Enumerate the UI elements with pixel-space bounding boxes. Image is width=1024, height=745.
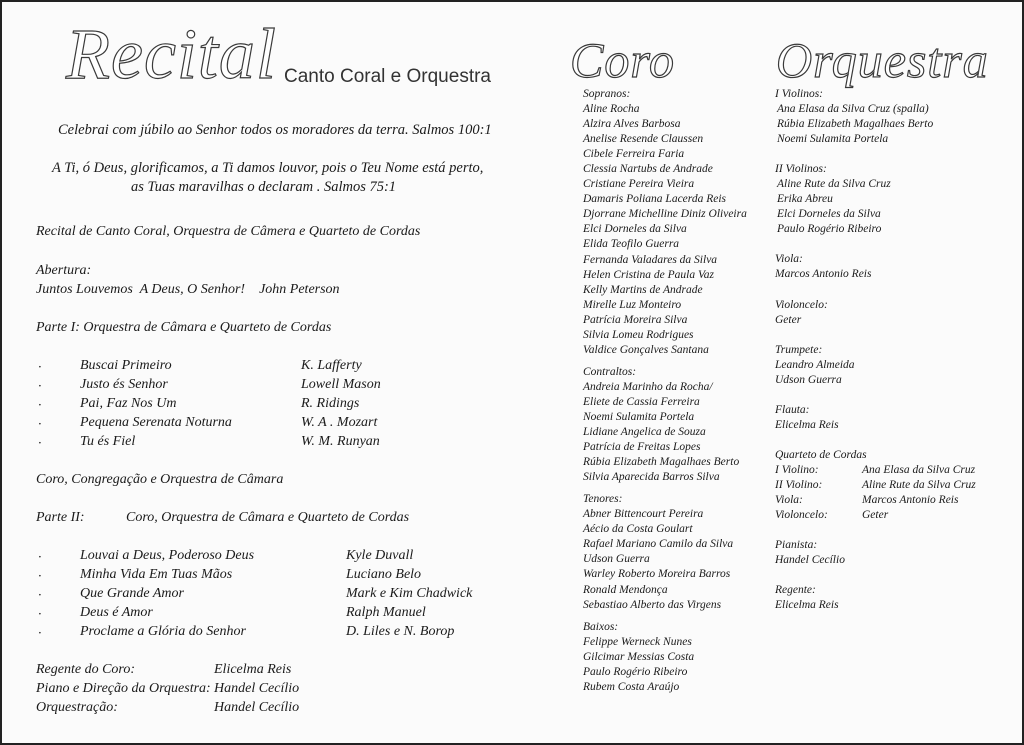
credit-name: Handel Cecílio (214, 681, 300, 696)
bullet-mark: · (38, 436, 42, 450)
interlude: Coro, Congregação e Orquestra de Câmara (36, 472, 284, 487)
violinos2-list (775, 177, 1015, 237)
member-name: Gilcimar Messias Costa (583, 650, 695, 663)
song-title: Minha Vida Em Tuas Mãos (80, 567, 233, 582)
violinos1-label: I Violinos: (775, 88, 824, 100)
coro-column (583, 87, 773, 695)
song-title: Pai, Faz Nos Um (80, 396, 177, 411)
member-name: Clessia Nartubs de Andrade (583, 163, 713, 176)
member-name: Elci Dorneles da Silva (777, 208, 881, 221)
abertura-line: Juntos Louvemos A Deus, O Senhor! John Peterson (36, 282, 340, 297)
regente-label: Regente: (775, 584, 816, 597)
viola-label: Viola: (775, 253, 803, 266)
member-name: Erika Abreu (777, 193, 833, 206)
composer-name: W. M. Runyan (301, 434, 380, 449)
member-name: Warley Roberto Moreira Barros (583, 568, 731, 581)
bullet-mark: · (38, 550, 42, 564)
member-name: Silvia Lomeu Rodrigues (583, 328, 694, 341)
credit-name: Handel Cecílio (214, 700, 300, 715)
baixos-label: Baixos: (583, 620, 619, 633)
member-name: Cristiane Pereira Vieira (583, 178, 695, 191)
quarteto-instrument: I Violino: (775, 463, 819, 476)
member-name: Damaris Poliana Lacerda Reis (583, 193, 726, 206)
member-name: Paulo Rogério Ribeiro (777, 223, 882, 236)
member-name: Aline Rute da Silva Cruz (777, 178, 891, 191)
composer-name: W. A . Mozart (301, 415, 378, 430)
composer-name: R. Ridings (301, 396, 360, 411)
quarteto-label: Quarteto de Cordas (775, 448, 867, 461)
member-name: Abner Bittencourt Pereira (583, 508, 704, 521)
composer-name: Ralph Manuel (346, 605, 426, 620)
orquestra-title: Orquestra (776, 32, 989, 88)
song-title: Que Grande Amor (80, 586, 184, 601)
member-name: Aline Rocha (583, 103, 640, 116)
member-name: Cibele Ferreira Faria (583, 148, 685, 161)
composer-name: Mark e Kim Chadwick (346, 586, 473, 601)
pianista-label: Pianista: (775, 539, 818, 552)
member-name: Silvia Aparecida Barros Silva (583, 471, 720, 484)
quarteto-player: Geter (862, 509, 889, 522)
sopranos-list (583, 102, 773, 358)
composer-name: Kyle Duvall (346, 548, 414, 563)
song-title: Buscai Primeiro (80, 358, 172, 373)
member-name: Rafael Mariano Camilo da Silva (583, 538, 734, 551)
regente-name: Elicelma Reis (775, 599, 839, 612)
member-name: Udson Guerra (775, 373, 842, 386)
member-name: Elida Teofilo Guerra (583, 238, 680, 251)
composer-name: Luciano Belo (346, 567, 422, 582)
verse-2a: A Ti, ó Deus, glorificamos, a Ti damos louvor, pois o Teu Nome está perto, (52, 160, 484, 176)
quarteto-instrument: Viola: (775, 493, 803, 506)
violoncelo-player: Geter (775, 313, 802, 326)
member-name: Rúbia Elizabeth Magalhaes Berto (777, 118, 934, 131)
quarteto-player: Ana Elasa da Silva Cruz (862, 463, 976, 476)
member-name: Djorrane Michelline Diniz Oliveira (583, 208, 747, 221)
member-name: Rubem Costa Araújo (583, 680, 680, 693)
quarteto-row (775, 478, 1015, 493)
contraltos-label: Contraltos: (583, 365, 637, 378)
recital-title: Recital (66, 14, 277, 94)
credit-role: Orquestração: (36, 700, 118, 715)
quarteto-list (775, 463, 1015, 523)
viola-player: Marcos Antonio Reis (775, 268, 872, 281)
member-name: Mirelle Luz Monteiro (583, 298, 682, 311)
song-title: Pequena Serenata Noturna (80, 415, 232, 430)
song-title: Tu és Fiel (80, 434, 136, 449)
violoncelo-label: Violoncelo: (775, 298, 828, 311)
member-name: Elci Dorneles da Silva (583, 223, 687, 236)
verse-1: Celebrai com júbilo ao Senhor todos os moradores da terra. Salmos 100:1 (58, 122, 492, 138)
quarteto-player: Marcos Antonio Reis (862, 493, 959, 506)
song-title: Proclame a Glória do Senhor (80, 624, 246, 639)
tenores-label: Tenores: (583, 493, 623, 506)
member-name: Alzira Alves Barbosa (583, 118, 681, 131)
member-name: Kelly Martins de Andrade (583, 283, 703, 296)
member-name: Noemi Sulamita Portela (583, 410, 695, 423)
member-name: Sebastiao Alberto das Virgens (583, 598, 722, 611)
member-name: Felippe Werneck Nunes (583, 635, 692, 648)
quarteto-row (775, 463, 1015, 478)
member-name: Ana Elasa da Silva Cruz (spalla) (777, 103, 929, 116)
pianista-name: Handel Cecílio (775, 554, 845, 567)
member-name: Aécio da Costa Goulart (583, 523, 693, 536)
member-name: Anelise Resende Claussen (583, 133, 704, 146)
bullet-mark: · (38, 607, 42, 621)
trompete-list (775, 358, 1015, 388)
coro-title: Coro (570, 32, 675, 88)
song-title: Justo és Senhor (80, 377, 168, 392)
bullet-mark: · (38, 379, 42, 393)
member-name: Andreia Marinho da Rocha/ (583, 380, 713, 393)
violinos1-list (775, 102, 1015, 147)
quarteto-instrument: Violoncelo: (775, 509, 828, 522)
composer-name: K. Lafferty (301, 358, 362, 373)
member-name: Fernanda Valadares da Silva (583, 253, 718, 266)
bullet-mark: · (38, 569, 42, 583)
credit-name: Elicelma Reis (214, 662, 292, 677)
quarteto-player: Aline Rute da Silva Cruz (862, 478, 976, 491)
quarteto-row (775, 508, 1015, 523)
baixos-list (583, 635, 773, 695)
member-name: Noemi Sulamita Portela (777, 133, 889, 146)
composer-name: D. Liles e N. Borop (346, 624, 455, 639)
orquestra-column (775, 87, 1015, 613)
contraltos-list (583, 380, 773, 485)
bullet-mark: · (38, 360, 42, 374)
member-name: Patrícia Moreira Silva (583, 313, 688, 326)
verse-2b: as Tuas maravilhas o declaram . Salmos 75:1 (131, 179, 397, 195)
credit-role: Piano e Direção da Orquestra: (36, 681, 211, 696)
subtitle: Canto Coral e Orquestra (284, 66, 491, 87)
bullet-mark: · (38, 588, 42, 602)
member-name: Udson Guerra (583, 553, 650, 566)
member-name: Ronald Mendonça (583, 583, 668, 596)
bullet-mark: · (38, 626, 42, 640)
sopranos-label: Sopranos: (583, 88, 631, 100)
member-name: Leandro Almeida (775, 358, 855, 371)
song-title: Louvai a Deus, Poderoso Deus (80, 548, 255, 563)
part2-label: Parte II: (36, 510, 85, 525)
composer-name: Lowell Mason (301, 377, 381, 392)
member-name: Paulo Rogério Ribeiro (583, 665, 688, 678)
quarteto-instrument: II Violino: (775, 478, 823, 491)
bullet-mark: · (38, 398, 42, 412)
abertura-label: Abertura: (36, 263, 92, 278)
violinos2-label: II Violinos: (775, 163, 827, 176)
credit-role: Regente do Coro: (36, 662, 136, 677)
member-name: Helen Cristina de Paula Vaz (583, 268, 714, 281)
member-name: Patrícia de Freitas Lopes (583, 441, 701, 454)
tenores-list (583, 507, 773, 612)
quarteto-row (775, 493, 1015, 508)
member-name: Rúbia Elizabeth Magalhaes Berto (583, 456, 740, 469)
flauta-label: Flauta: (775, 403, 810, 416)
part1-title: Parte I: Orquestra de Câmara e Quarteto de Cordas (36, 320, 332, 335)
member-name: Eliete de Cassia Ferreira (583, 395, 700, 408)
trompete-label: Trumpete: (775, 343, 823, 356)
recital-intro: Recital de Canto Coral, Orquestra de Câmera e Quarteto de Cordas (36, 224, 421, 239)
member-name: Valdice Gonçalves Santana (583, 343, 709, 356)
part2-title: Coro, Orquestra de Câmara e Quarteto de Cordas (126, 510, 410, 525)
member-name: Lidiane Angelica de Souza (583, 426, 706, 439)
song-title: Deus é Amor (80, 605, 153, 620)
flauta-player: Elicelma Reis (775, 418, 839, 431)
bullet-mark: · (38, 417, 42, 431)
